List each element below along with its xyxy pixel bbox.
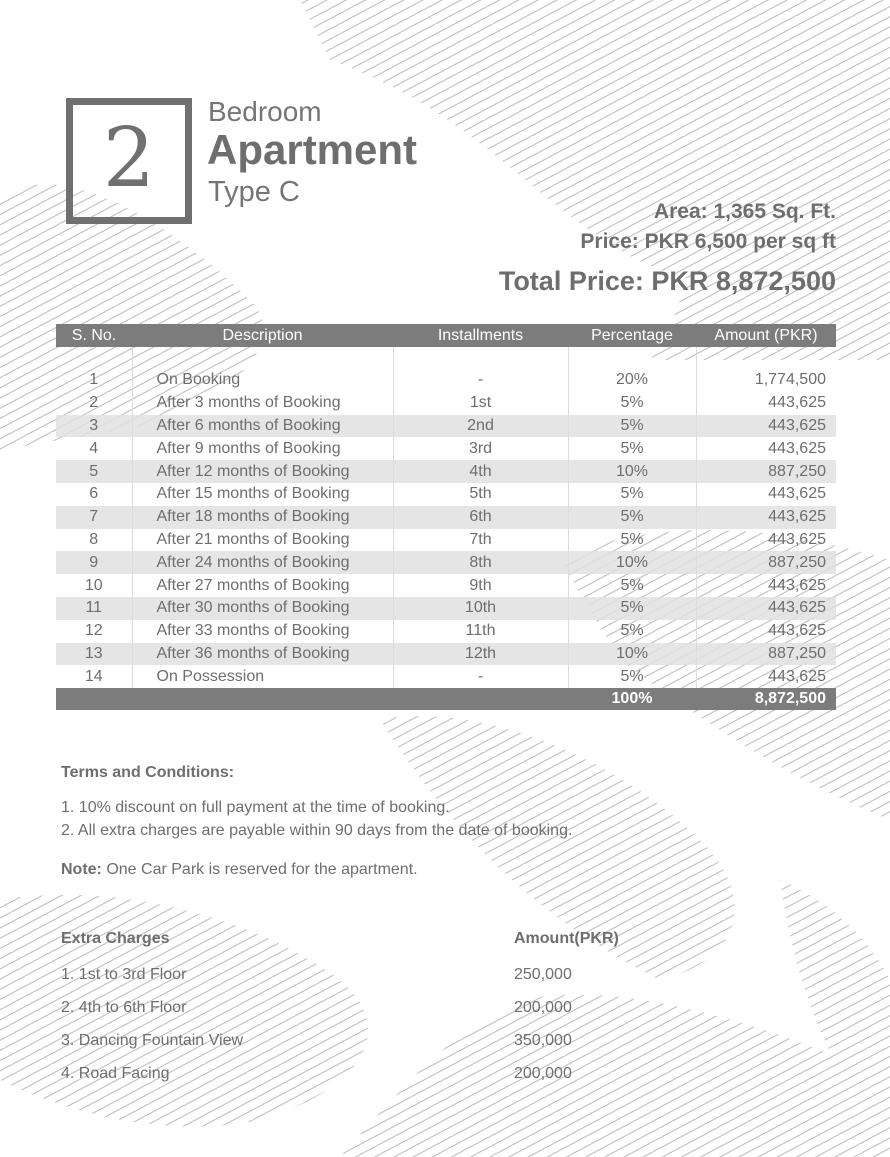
cell-percentage: 5% [568,529,696,552]
cell-description: After 21 months of Booking [132,529,393,552]
cell-sno: 2 [56,392,132,415]
cell-percentage: 5% [568,437,696,460]
cell-sno: 11 [56,597,132,620]
cell-installment: - [393,369,568,392]
title-type: Type C [208,176,300,208]
cell-amount: 1,774,500 [754,371,826,389]
cell-sno: 3 [56,415,132,438]
cell-percentage: 5% [568,483,696,506]
total-empty [393,688,568,710]
cell-amount: 443,625 [768,439,826,457]
table-row [56,415,836,438]
col-header-percentage: Percentage [568,324,696,347]
cell-percentage: 20% [568,369,696,392]
extra-item-amount: 200,000 [514,1065,572,1082]
title-apartment: Apartment [207,126,418,173]
cell-amount: 443,625 [768,667,826,685]
cell-installment: 2nd [393,415,568,438]
table-total-row [56,688,836,710]
extra-charges-heading: Extra Charges [61,930,170,947]
cell-installment: - [393,665,568,688]
terms-list [61,796,572,842]
total-price-text: Total Price: PKR 8,872,500 [498,266,836,296]
cell-amount: 887,250 [696,551,836,574]
cell-amount: 443,625 [696,415,836,438]
cell-sno: 6 [56,483,132,506]
cell-installment: 10th [393,597,568,620]
cell-installment: 12th [393,643,568,666]
cell-amount: 443,625 [768,530,826,548]
cell-installment: 4th [393,460,568,483]
table-spacer-row [56,347,836,369]
cell-installment: 11th [393,620,568,643]
cell-percentage: 5% [568,597,696,620]
cell-percentage: 10% [568,460,696,483]
cell-amount: 887,250 [696,643,836,666]
note-text [61,861,418,879]
table-header-row [56,324,836,347]
cell-amount: 443,625 [768,576,826,594]
note-label: Note: [61,861,102,878]
table-row [56,437,836,460]
extra-item-label: 3. Dancing Fountain View [61,1032,244,1049]
terms-item: 1. 10% discount on full payment at the time of booking. [61,799,450,816]
cell-percentage: 5% [568,506,696,529]
cell-sno: 13 [56,643,132,666]
cell-description: After 33 months of Booking [132,620,393,643]
cell-description: After 6 months of Booking [132,415,393,438]
table-row [56,597,836,620]
cell-percentage: 10% [568,643,696,666]
cell-sno: 8 [56,529,132,552]
cell-description: On Possession [132,665,393,688]
extra-item-amount: 250,000 [514,966,572,983]
cell-amount: 443,625 [768,394,826,412]
col-header-amount: Amount (PKR) [696,324,836,347]
bedroom-count-box [66,98,192,224]
extra-item-label: 1. 1st to 3rd Floor [61,966,187,983]
table-row [56,620,836,643]
cell-amount: 443,625 [696,597,836,620]
cell-installment: 9th [393,574,568,597]
cell-sno: 10 [56,574,132,597]
table-row [56,483,836,506]
extra-item-amount: 350,000 [514,1032,572,1049]
cell-installment: 5th [393,483,568,506]
table-row [56,643,836,666]
cell-amount: 443,625 [696,506,836,529]
extra-amount-heading: Amount(PKR) [514,930,619,947]
total-empty [56,688,132,710]
table-row [56,551,836,574]
bedroom-count: 2 [102,111,156,206]
cell-sno: 7 [56,506,132,529]
cell-percentage: 5% [568,665,696,688]
price-text: Price: PKR 6,500 per sq ft [580,230,836,253]
cell-description: After 3 months of Booking [132,392,393,415]
terms-item: 2. All extra charges are payable within 90 days from the date of booking. [61,822,573,839]
cell-description: On Booking [132,369,393,392]
cell-installment: 1st [393,392,568,415]
cell-description: After 15 months of Booking [132,483,393,506]
cell-description: After 9 months of Booking [132,437,393,460]
cell-description: After 27 months of Booking [132,574,393,597]
cell-installment: 6th [393,506,568,529]
cell-amount: 443,625 [768,485,826,503]
cell-sno: 9 [56,551,132,574]
cell-sno: 14 [56,665,132,688]
cell-description: After 30 months of Booking [132,597,393,620]
cell-sno: 12 [56,620,132,643]
cell-installment: 3rd [393,437,568,460]
cell-percentage: 5% [568,620,696,643]
cell-description: After 18 months of Booking [132,506,393,529]
extra-item-label: 2. 4th to 6th Floor [61,999,187,1016]
cell-description: After 24 months of Booking [132,551,393,574]
col-header-sno: S. No. [56,324,132,347]
cell-description: After 12 months of Booking [132,460,393,483]
cell-installment: 7th [393,529,568,552]
cell-sno: 5 [56,460,132,483]
cell-sno: 1 [56,369,132,392]
cell-amount: 443,625 [768,622,826,640]
col-header-installments: Installments [393,324,568,347]
table-row [56,460,836,483]
table-row [56,369,836,392]
payment-plan-table [56,324,836,710]
extra-item-label: 4. Road Facing [61,1065,170,1082]
terms-title: Terms and Conditions: [61,764,235,781]
cell-sno: 4 [56,437,132,460]
table-row [56,392,836,415]
col-header-description: Description [132,324,393,347]
cell-percentage: 5% [568,415,696,438]
table-row [56,529,836,552]
cell-percentage: 5% [568,574,696,597]
title-bedroom: Bedroom [208,96,322,127]
extra-item-amount: 200,000 [514,999,572,1016]
total-empty [132,688,393,710]
table-row [56,506,836,529]
cell-percentage: 5% [568,392,696,415]
total-percentage: 100% [568,688,696,710]
cell-description: After 36 months of Booking [132,643,393,666]
total-amount: 8,872,500 [696,688,836,710]
note-body: One Car Park is reserved for the apartment. [101,861,418,878]
table-row [56,665,836,688]
area-text: Area: 1,365 Sq. Ft. [653,200,836,223]
table-row [56,574,836,597]
cell-installment: 8th [393,551,568,574]
cell-percentage: 10% [568,551,696,574]
cell-amount: 887,250 [696,460,836,483]
